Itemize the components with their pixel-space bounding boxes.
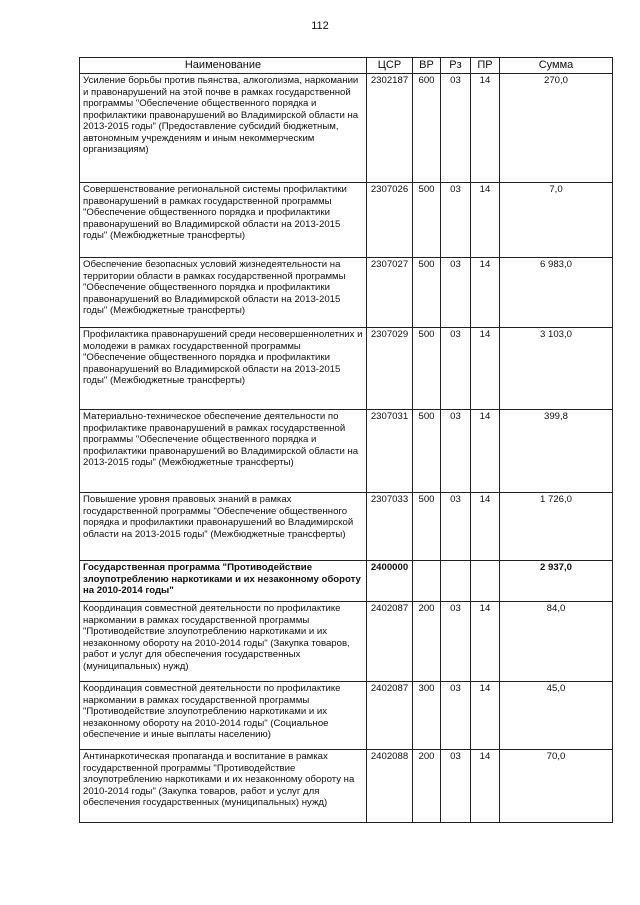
row-rz: 03 — [441, 750, 471, 823]
row-rz — [441, 561, 471, 602]
row-vr: 200 — [413, 750, 441, 823]
row-sum: 2 937,0 — [500, 561, 613, 602]
row-vr: 500 — [413, 410, 441, 493]
row-vr: 300 — [413, 682, 441, 750]
row-rz: 03 — [441, 493, 471, 561]
row-name: Обеспечение безопасных условий жизнедеятельности на территории области в рамках государственной программы "Обеспечение общественного порядка и профилактики правонарушений во Владимирской области на 2013-2015 годы" (Межбюджетные трансферты) — [80, 258, 367, 328]
row-vr: 500 — [413, 328, 441, 410]
column-header-vr: ВР — [413, 58, 441, 74]
column-header-name: Наименование — [80, 58, 367, 74]
row-name: Антинаркотическая пропаганда и воспитание в рамках государственной программы "Противодействие злоупотреблению наркотиками и их незаконному обороту на 2010-2014 годы" (Закупка товаров, работ и услуг для обеспечения государственных (муниципальных) нужд) — [80, 750, 367, 823]
row-name: Государственная программа "Противодействие злоупотреблению наркотиками и их незаконному обороту на 2010-2014 годы" — [80, 561, 367, 602]
row-sum: 399,8 — [500, 410, 613, 493]
row-pr: 14 — [471, 328, 500, 410]
table-row-program — [80, 561, 613, 602]
row-vr — [413, 561, 441, 602]
row-csr: 2302187 — [367, 74, 413, 183]
row-sum: 84,0 — [500, 602, 613, 682]
row-name: Координация совместной деятельности по профилактике наркомании в рамках государственной программы "Противодействие злоупотреблению наркотиками и их незаконному обороту на 2010-2014 годы" (Социальное обеспечение и иные выплаты населению) — [80, 682, 367, 750]
row-sum: 70,0 — [500, 750, 613, 823]
page-number: 112 — [311, 20, 329, 32]
row-pr: 14 — [471, 74, 500, 183]
row-name: Материально-техническое обеспечение деятельности по профилактике правонарушений в рамках государственной программы "Обеспечение общественного порядка и профилактики правонарушений во Владимирской области на 2013-2015 годы" (Межбюджетные трансферты) — [80, 410, 367, 493]
column-header-rz: Рз — [441, 58, 471, 74]
row-name: Повышение уровня правовых знаний в рамках государственной программы "Обеспечение общественного порядка и профилактики правонарушений во Владимирской области на 2013-2015 годы" (Межбюджетные трансферты) — [80, 493, 367, 561]
row-sum: 270,0 — [500, 74, 613, 183]
row-name: Усиление борьбы против пьянства, алкоголизма, наркомании и правонарушений на этой почве в рамках государственной программы "Обеспечение общественного порядка и профилактики правонарушений во Владимирской области на 2013-2015 годы" (Предоставление субсидий бюджетным, автономным учреждениям и иным некоммерческим организациям) — [80, 74, 367, 183]
row-csr: 2402087 — [367, 602, 413, 682]
row-pr: 14 — [471, 493, 500, 561]
row-name: Профилактика правонарушений среди несовершеннолетних и молодежи в рамках государственной программы "Обеспечение общественного порядка и профилактики правонарушений во Владимирской области на 2013-2015 годы" (Межбюджетные трансферты) — [80, 328, 367, 410]
row-vr: 500 — [413, 493, 441, 561]
row-rz: 03 — [441, 74, 471, 183]
row-csr: 2307026 — [367, 183, 413, 258]
row-csr: 2307029 — [367, 328, 413, 410]
row-name: Совершенствование региональной системы профилактики правонарушений в рамках государственной программы "Обеспечение общественного порядка и профилактики правонарушений во Владимирской области на 2013-2015 годы" (Межбюджетные трансферты) — [80, 183, 367, 258]
row-vr: 500 — [413, 183, 441, 258]
row-csr: 2402087 — [367, 682, 413, 750]
row-pr: 14 — [471, 258, 500, 328]
table-row — [80, 328, 613, 410]
row-csr: 2307031 — [367, 410, 413, 493]
table-row — [80, 682, 613, 750]
row-csr: 2402088 — [367, 750, 413, 823]
row-vr: 500 — [413, 258, 441, 328]
table-row — [80, 74, 613, 183]
row-sum: 1 726,0 — [500, 493, 613, 561]
table-row — [80, 258, 613, 328]
budget-table — [79, 57, 613, 823]
row-csr: 2307033 — [367, 493, 413, 561]
row-pr: 14 — [471, 750, 500, 823]
row-rz: 03 — [441, 682, 471, 750]
row-pr: 14 — [471, 602, 500, 682]
row-vr: 200 — [413, 602, 441, 682]
row-rz: 03 — [441, 410, 471, 493]
row-pr — [471, 561, 500, 602]
row-vr: 600 — [413, 74, 441, 183]
table-row — [80, 602, 613, 682]
table-row — [80, 183, 613, 258]
row-rz: 03 — [441, 602, 471, 682]
row-rz: 03 — [441, 328, 471, 410]
row-csr: 2400000 — [367, 561, 413, 602]
row-pr: 14 — [471, 410, 500, 493]
row-sum: 45,0 — [500, 682, 613, 750]
row-name: Координация совместной деятельности по профилактике наркомании в рамках государственной программы "Противодействие злоупотреблению наркотиками и их незаконному обороту на 2010-2014 годы" (Закупка товаров, работ и услуг для обеспечения государственных (муниципальных) нужд) — [80, 602, 367, 682]
table-row — [80, 750, 613, 823]
column-header-sum: Сумма — [500, 58, 613, 74]
row-pr: 14 — [471, 183, 500, 258]
row-sum: 7,0 — [500, 183, 613, 258]
column-header-pr: ПР — [471, 58, 500, 74]
table-row — [80, 410, 613, 493]
row-sum: 6 983,0 — [500, 258, 613, 328]
row-csr: 2307027 — [367, 258, 413, 328]
row-rz: 03 — [441, 258, 471, 328]
row-pr: 14 — [471, 682, 500, 750]
column-header-csr: ЦСР — [367, 58, 413, 74]
row-rz: 03 — [441, 183, 471, 258]
table-header-row — [80, 58, 613, 74]
row-sum: 3 103,0 — [500, 328, 613, 410]
table-row — [80, 493, 613, 561]
